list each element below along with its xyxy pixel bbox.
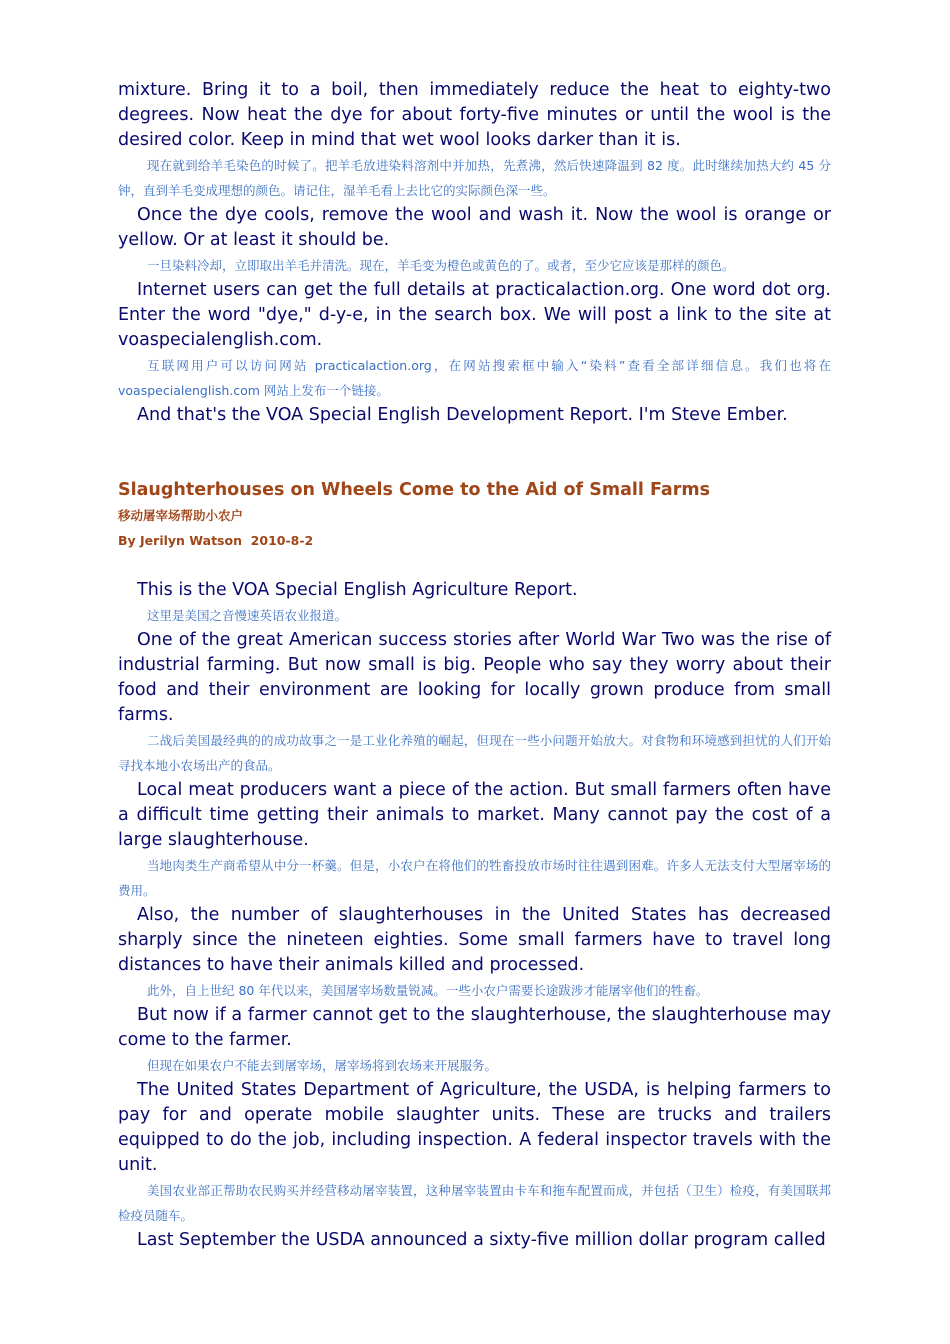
english-paragraph: Internet users can get the full details at practicalaction.org. One word dot org. Enter the word "dye," d-y-e, in the search box. We will post a link to the site at voaspecialenglish.com. [118,280,831,350]
chinese-translation: 现在就到给羊毛染色的时候了。把羊毛放进染料溶剂中并加热，先煮沸，然后快速降温到 82 度。此时继续加热大约 45 分钟，直到羊毛变成理想的颜色。请记住，湿羊毛看上去比它的实际颜色深一些。 [118,158,831,198]
english-paragraph: But now if a farmer cannot get to the slaughterhouse, the slaughterhouse may come to the farmer. [118,1005,831,1050]
article-title: Slaughterhouses on Wheels Come to the Aid of Small Farms [118,480,711,500]
english-paragraph: And that's the VOA Special English Development Report. I'm Steve Ember. [137,405,788,425]
english-paragraph: Once the dye cools, remove the wool and wash it. Now the wool is orange or yellow. Or at least it should be. [118,205,831,250]
english-paragraph: Local meat producers want a piece of the action. But small farmers often have a difficult time getting their animals to market. Many cannot pay the cost of a large slaughterhouse. [118,780,831,850]
english-paragraph: The United States Department of Agriculture, the USDA, is helping farmers to pay for and operate mobile slaughter units. These are trucks and trailers equipped to do the job, including inspection. A federal inspector travels with the unit. [118,1080,831,1175]
document-page [118,78,831,1253]
english-paragraph: Last September the USDA announced a sixty-five million dollar program called [137,1230,826,1250]
english-paragraph: mixture. Bring it to a boil, then immediately reduce the heat to eighty-two degrees. Now heat the dye for about forty-five minutes or until the wool is the desired color. Keep in mind that wet wool looks darker than it is. [118,80,831,150]
chinese-translation: 美国农业部正帮助农民购买并经营移动屠宰装置，这种屠宰装置由卡车和拖车配置而成，并包括（卫生）检疫，有美国联邦检疫员随车。 [118,1183,831,1223]
chinese-translation: 一旦染料冷却，立即取出羊毛并清洗。现在，羊毛变为橙色或黄色的了。或者，至少它应该是那样的颜色。 [147,258,735,273]
chinese-translation: 这里是美国之音慢速英语农业报道。 [147,608,348,623]
chinese-translation: 此外，自上世纪 80 年代以来，美国屠宰场数量锐减。一些小农户需要长途跋涉才能屠宰他们的牲畜。 [147,983,709,998]
chinese-translation: 但现在如果农户不能去到屠宰场，屠宰场将到农场来开展服务。 [147,1058,498,1073]
english-paragraph: This is the VOA Special English Agriculture Report. [137,580,578,600]
article-byline: By Jerilyn Watson 2010-8-2 [118,533,314,548]
section-spacer [118,428,831,478]
english-paragraph: One of the great American success stories after World War Two was the rise of industrial farming. But now small is big. People who say they worry about their food and their environment are looking for locally grown produce from small farms. [118,630,831,725]
section-spacer [118,553,831,578]
article-subtitle: 移动屠宰场帮助小农户 [118,508,244,523]
chinese-translation: 二战后美国最经典的的成功故事之一是工业化养殖的崛起，但现在一些小问题开始放大。对食物和环境感到担忧的人们开始寻找本地小农场出产的食品。 [118,733,831,773]
english-paragraph: Also, the number of slaughterhouses in the United States has decreased sharply since the nineteen eighties. Some small farmers have to travel long distances to have their animals killed and processed. [118,905,831,975]
chinese-translation: 互联网用户可以访问网站 practicalaction.org，在网站搜索框中输入“染料”查看全部详细信息。我们也将在 voaspecialenglish.com 网站上发布一个链接。 [118,358,831,398]
chinese-translation: 当地肉类生产商希望从中分一杯羹。但是，小农户在将他们的牲畜投放市场时往往遇到困难。许多人无法支付大型屠宰场的费用。 [118,858,831,898]
